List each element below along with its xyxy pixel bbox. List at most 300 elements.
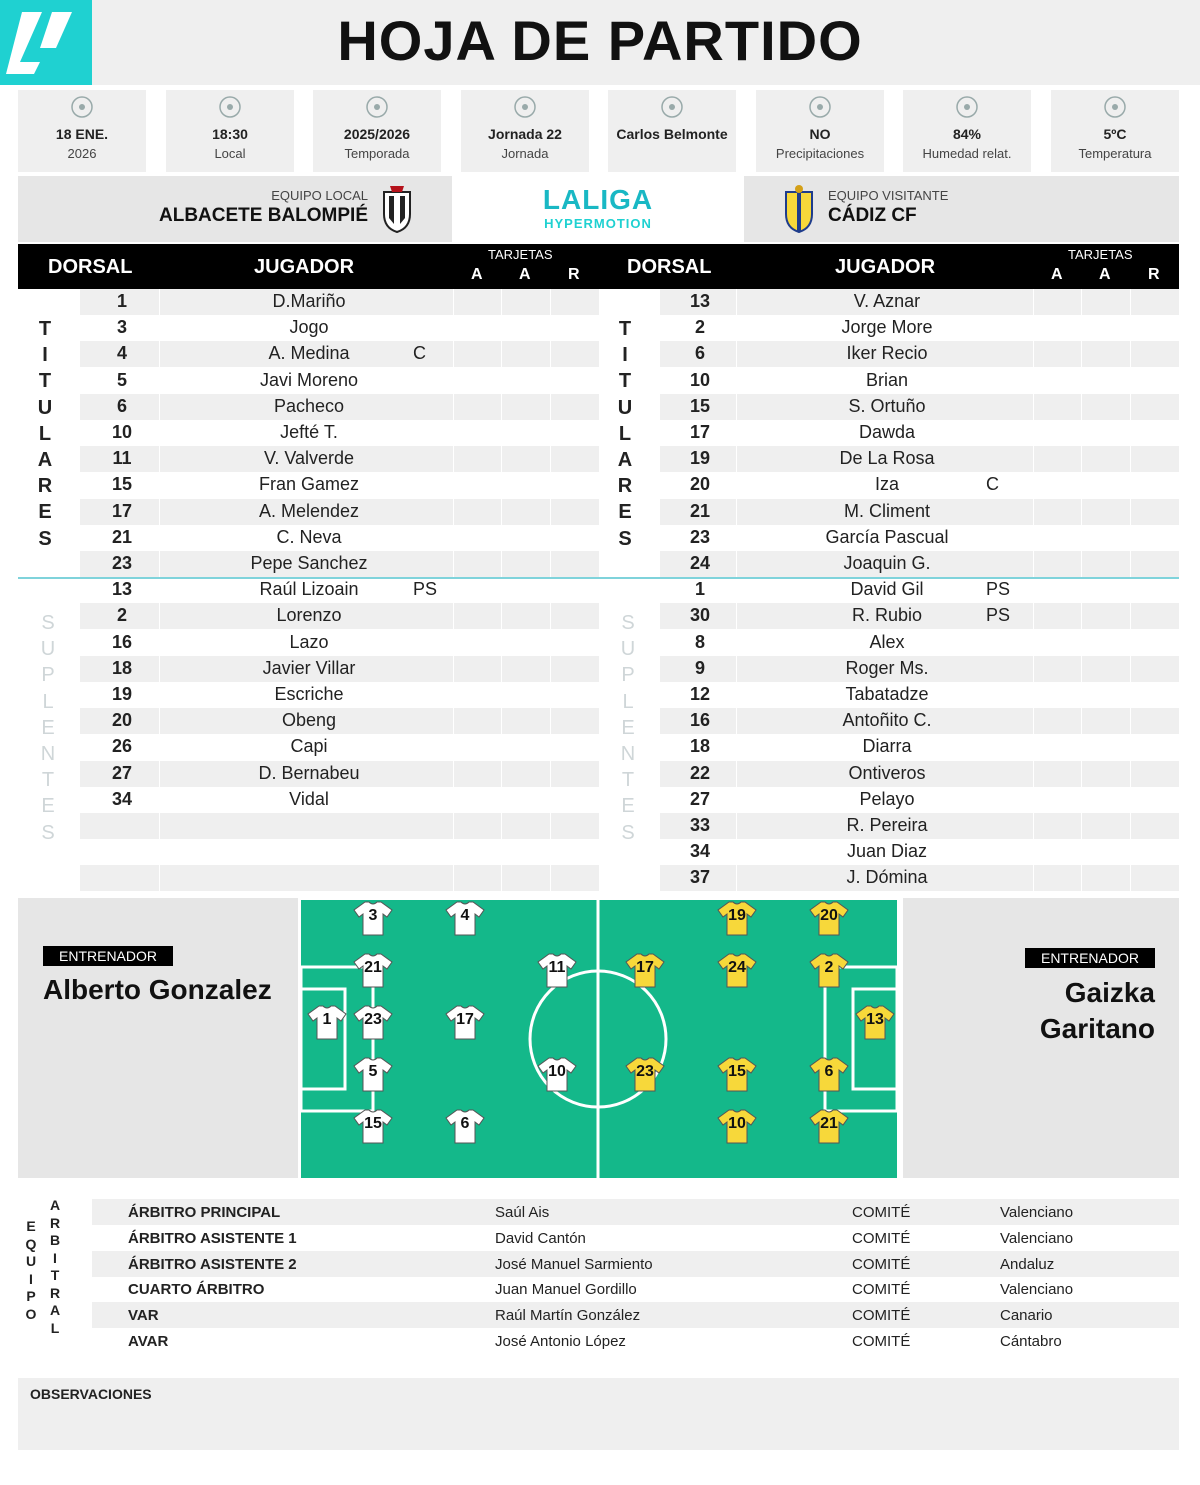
cell-divider [1081, 499, 1082, 525]
cell-divider [1081, 761, 1082, 787]
cell-divider [159, 368, 160, 394]
table-row [80, 551, 599, 577]
cell-divider [1033, 813, 1034, 839]
cell-divider [159, 813, 160, 839]
observations-label: OBSERVACIONES [30, 1386, 152, 1402]
player-name: S. Ortuño [848, 395, 926, 416]
suplentes-letter: N [620, 743, 636, 765]
table-row [660, 394, 1179, 420]
referee-committee-label: COMITÉ [852, 1333, 911, 1350]
cell-divider [159, 289, 160, 315]
player-number: 20 [689, 474, 711, 495]
home-team-header [18, 176, 452, 242]
player-number: 6 [116, 395, 127, 416]
cell-divider [453, 499, 454, 525]
player-name: Ontiveros [848, 762, 926, 783]
cell-divider [1130, 787, 1131, 813]
titulares-letter: R [37, 475, 53, 498]
titulares-letter: T [38, 318, 52, 340]
cell-divider [453, 525, 454, 551]
info-card [313, 90, 441, 172]
laliga-hypermotion-logo [452, 176, 744, 242]
cell-divider [1130, 525, 1131, 551]
cell-divider [1081, 368, 1082, 394]
cell-divider [453, 420, 454, 446]
equipo-letter: Q [25, 1235, 37, 1252]
cell-divider [501, 315, 502, 341]
cell-divider [1033, 734, 1034, 760]
suplentes-letter: P [41, 664, 55, 687]
player-name: A. Melendez [258, 500, 360, 521]
referee-role: ÁRBITRO ASISTENTE 2 [128, 1255, 297, 1273]
player-name: Lazo [289, 631, 329, 652]
info-value: Jornada 22 [488, 126, 562, 142]
referee-committee: Valenciano [1000, 1281, 1074, 1299]
cell-divider [501, 551, 502, 577]
player-name: Fran Gamez [258, 474, 360, 495]
cell-divider [550, 577, 551, 603]
table-row [80, 525, 599, 551]
cell-divider [159, 551, 160, 577]
cell-divider [736, 315, 737, 341]
cell-divider [550, 761, 551, 787]
player-number: 1 [116, 291, 127, 311]
tarjetas-header: TARJETAS [488, 247, 553, 262]
table-row [660, 368, 1179, 394]
shirt-number: 23 [636, 1063, 654, 1080]
player-name: Juan Diaz [846, 841, 928, 862]
cell-divider [736, 341, 737, 367]
info-caption: Humedad relat. [922, 146, 1012, 161]
cell-divider [1130, 761, 1131, 787]
coach-badge: ENTRENADOR [43, 946, 173, 966]
player-name: J. Dómina [846, 867, 928, 888]
info-card [461, 90, 589, 172]
referee-role: AVAR [128, 1333, 169, 1350]
referee-row [92, 1328, 1179, 1354]
cell-divider [1081, 551, 1082, 577]
table-row [80, 341, 599, 367]
cell-divider [1130, 630, 1131, 656]
info-card [903, 90, 1031, 172]
info-card [756, 90, 884, 172]
player-name: C. Neva [276, 526, 342, 547]
cell-divider [1033, 682, 1034, 708]
cell-divider [1081, 839, 1082, 865]
player-number: 21 [111, 526, 133, 547]
cell-divider [1081, 603, 1082, 629]
player-number: 27 [689, 788, 711, 809]
table-row [660, 761, 1179, 787]
info-value: 18:30 [212, 126, 248, 142]
suplentes-letter: U [40, 638, 56, 661]
cell-divider [550, 734, 551, 760]
suplentes-letter: T [621, 769, 635, 792]
cell-divider [1033, 472, 1034, 498]
cell-divider [1130, 603, 1131, 629]
table-row [660, 341, 1179, 367]
player-name: García Pascual [825, 526, 949, 547]
cell-divider [550, 472, 551, 498]
table-row [80, 656, 599, 682]
shirt-number: 17 [456, 1011, 474, 1028]
arbitral-letter: L [50, 1319, 60, 1336]
cell-divider [550, 865, 551, 891]
shirt-number: 10 [548, 1063, 566, 1080]
table-row [80, 499, 599, 525]
cell-divider [159, 839, 160, 865]
cell-divider [453, 472, 454, 498]
info-caption: Temperatura [1078, 146, 1152, 161]
player-number: 22 [689, 762, 711, 783]
player-number: 3 [116, 317, 127, 338]
table-row [80, 446, 599, 472]
cell-divider [501, 656, 502, 682]
away-player-shirt [717, 952, 757, 988]
cell-divider [1081, 289, 1082, 315]
table-row [660, 630, 1179, 656]
cell-divider [159, 787, 160, 813]
away-team-header [744, 176, 1179, 242]
referee-committee: Cántabro [1000, 1333, 1062, 1350]
cell-divider [1130, 708, 1131, 734]
player-marker: C [986, 474, 999, 495]
arbitral-letter: R [49, 1284, 61, 1301]
page-title: HOJA DE PARTIDO [337, 9, 863, 72]
player-number: 4 [116, 343, 127, 364]
cloud-rain-icon [756, 90, 884, 126]
suplentes-letter: P [621, 664, 635, 687]
home-player-shirt [353, 900, 393, 936]
cell-divider [1033, 787, 1034, 813]
away-player-shirt [809, 900, 849, 936]
cell-divider [1081, 315, 1082, 341]
home-team-name: ALBACETE BALOMPIÉ [159, 205, 368, 226]
equipo-letter: U [25, 1253, 37, 1269]
card-a2-header: A [1099, 266, 1111, 283]
cell-divider [550, 603, 551, 629]
cell-divider [1033, 865, 1034, 891]
away-player-shirt [809, 1056, 849, 1092]
cell-divider [736, 813, 737, 839]
cell-divider [453, 787, 454, 813]
cell-divider [736, 630, 737, 656]
titulares-letter: U [37, 396, 53, 419]
shirt-number: 21 [820, 1115, 838, 1132]
table-row [660, 315, 1179, 341]
table-row [80, 734, 599, 760]
cell-divider [1130, 289, 1131, 315]
arbitral-letter: A [49, 1302, 61, 1318]
cell-divider [550, 341, 551, 367]
cell-divider [1033, 368, 1034, 394]
titulares-letter: E [38, 501, 52, 524]
shirt-number: 21 [364, 959, 382, 976]
player-number: 10 [689, 369, 711, 390]
cell-divider [1130, 682, 1131, 708]
cell-divider [1033, 551, 1034, 577]
cell-divider [1081, 630, 1082, 656]
referee-committee-label: COMITÉ [852, 1204, 911, 1221]
table-row [660, 708, 1179, 734]
cell-divider [736, 551, 737, 577]
player-number: 20 [111, 710, 133, 731]
cell-divider [1081, 708, 1082, 734]
referee-committee-label: COMITÉ [852, 1307, 911, 1325]
shirt-number: 17 [636, 959, 654, 976]
player-name: V. Valverde [263, 448, 355, 469]
cell-divider [550, 315, 551, 341]
starters-subs-divider [18, 577, 1179, 579]
player-number: 19 [689, 448, 711, 469]
cell-divider [550, 368, 551, 394]
cell-divider [1130, 472, 1131, 498]
cell-divider [550, 446, 551, 472]
table-row [660, 734, 1179, 760]
cell-divider [501, 499, 502, 525]
field-icon [608, 90, 736, 126]
player-name: A. Medina [268, 343, 350, 364]
referee-committee: Valenciano [1000, 1204, 1074, 1221]
cell-divider [1081, 577, 1082, 603]
player-name: Dawda [858, 422, 916, 442]
titulares-letter: U [617, 396, 633, 419]
cell-divider [159, 734, 160, 760]
arbitral-letter: A [49, 1197, 61, 1213]
cell-divider [159, 420, 160, 446]
player-number: 34 [111, 788, 133, 809]
home-coach-name: Alberto Gonzalez [43, 974, 272, 1005]
jugador-header: JUGADOR [254, 256, 355, 278]
home-coach-panel [18, 898, 298, 1178]
suplentes-letter: S [621, 612, 635, 634]
cell-divider [501, 525, 502, 551]
player-number: 18 [689, 736, 711, 757]
player-number: 6 [694, 343, 705, 364]
cell-divider [453, 446, 454, 472]
away-coach-panel [903, 898, 1179, 1178]
player-number: 17 [111, 500, 133, 521]
tarjetas-header: TARJETAS [1068, 247, 1133, 262]
cell-divider [550, 787, 551, 813]
referee-row [92, 1302, 1179, 1328]
player-number: 12 [689, 684, 711, 704]
suplentes-letter: S [41, 612, 55, 634]
player-name: Raúl Lizoain [259, 579, 359, 600]
table-row [80, 289, 599, 315]
arbitral-letter: R [49, 1214, 61, 1231]
cell-divider [453, 603, 454, 629]
cell-divider [1033, 394, 1034, 420]
card-r-header: R [568, 266, 580, 283]
player-name: De La Rosa [839, 448, 935, 469]
cell-divider [1033, 446, 1034, 472]
away-player-shirt [717, 1056, 757, 1092]
shirt-number: 5 [368, 1063, 378, 1080]
referee-role: CUARTO ÁRBITRO [128, 1281, 265, 1299]
cell-divider [736, 577, 737, 603]
cell-divider [550, 839, 551, 865]
cell-divider [1130, 734, 1131, 760]
cell-divider [501, 761, 502, 787]
cell-divider [1033, 499, 1034, 525]
titulares-letter: I [42, 344, 48, 367]
cell-divider [159, 394, 160, 420]
player-name: D.Mariño [272, 291, 346, 311]
home-player-shirt [353, 952, 393, 988]
cell-divider [736, 708, 737, 734]
cell-divider [501, 446, 502, 472]
shirt-number: 20 [820, 907, 838, 924]
titulares-letter: L [618, 422, 632, 445]
cell-divider [736, 472, 737, 498]
cell-divider [501, 787, 502, 813]
away-team-label: EQUIPO VISITANTE [828, 188, 949, 203]
player-marker: PS [413, 579, 438, 600]
cell-divider [550, 656, 551, 682]
away-player-shirt [717, 1108, 757, 1144]
table-row [80, 761, 599, 787]
cell-divider [1130, 315, 1131, 341]
cell-divider [550, 708, 551, 734]
info-caption: Jornada [501, 146, 549, 161]
cell-divider [453, 289, 454, 315]
cell-divider [1033, 603, 1034, 629]
cell-divider [1081, 472, 1082, 498]
cell-divider [159, 446, 160, 472]
titulares-letter: A [37, 449, 53, 471]
cell-divider [1130, 341, 1131, 367]
table-row [660, 446, 1179, 472]
referee-name: Saúl Ais [495, 1204, 550, 1221]
cell-divider [1033, 761, 1034, 787]
cell-divider [736, 865, 737, 891]
player-number: 23 [689, 526, 711, 547]
player-number: 13 [689, 291, 711, 311]
cell-divider [453, 865, 454, 891]
player-marker: C [413, 343, 426, 364]
info-caption: Temporada [344, 146, 410, 161]
player-name: Jefté T. [280, 422, 338, 442]
cadiz-crest-icon [782, 184, 816, 234]
cell-divider [550, 551, 551, 577]
player-name: Roger Ms. [845, 657, 929, 678]
suplentes-letter: S [41, 821, 55, 844]
cell-divider [736, 603, 737, 629]
cell-divider [159, 761, 160, 787]
cell-divider [1033, 656, 1034, 682]
cell-divider [1033, 630, 1034, 656]
home-player-shirt [537, 1056, 577, 1092]
shirt-number: 2 [824, 959, 834, 976]
player-number: 5 [116, 369, 127, 390]
cell-divider [550, 682, 551, 708]
player-marker: PS [986, 579, 1011, 600]
player-name: Vidal [289, 788, 329, 809]
cell-divider [501, 682, 502, 708]
player-name: Iza [874, 474, 899, 495]
cell-divider [736, 839, 737, 865]
info-caption: Precipitaciones [775, 146, 865, 161]
cell-divider [550, 499, 551, 525]
away-player-shirt [855, 1004, 895, 1040]
player-name: R. Rubio [851, 605, 923, 626]
table-row [80, 813, 599, 839]
thermometer-icon [1051, 90, 1179, 126]
table-row [660, 656, 1179, 682]
referee-row [92, 1225, 1179, 1251]
referee-committee-label: COMITÉ [852, 1255, 911, 1273]
equipo-letter: O [25, 1305, 37, 1322]
referee-committee-label: COMITÉ [852, 1229, 911, 1247]
shirt-number: 1 [322, 1011, 332, 1028]
cell-divider [736, 420, 737, 446]
player-number: 16 [111, 631, 133, 652]
shirt-number: 6 [824, 1063, 834, 1080]
table-row [660, 472, 1179, 498]
home-player-shirt [445, 1108, 485, 1144]
referee-name: Juan Manuel Gordillo [495, 1281, 637, 1299]
suplentes-letter: E [41, 795, 55, 818]
table-row [660, 787, 1179, 813]
cell-divider [1033, 289, 1034, 315]
player-name: Lorenzo [276, 605, 342, 626]
info-caption: 2026 [67, 146, 97, 161]
cell-divider [1081, 525, 1082, 551]
cell-divider [1081, 420, 1082, 446]
table-row [80, 315, 599, 341]
player-name: Pacheco [273, 395, 345, 416]
cell-divider [453, 734, 454, 760]
titulares-letter: T [618, 370, 632, 393]
cell-divider [736, 394, 737, 420]
cell-divider [1081, 394, 1082, 420]
player-number: 30 [689, 605, 711, 626]
table-row [660, 682, 1179, 708]
cell-divider [159, 315, 160, 341]
cell-divider [550, 525, 551, 551]
arbitral-letter: T [50, 1267, 60, 1283]
referee-role: ÁRBITRO ASISTENTE 1 [128, 1229, 297, 1247]
table-row [660, 420, 1179, 446]
away-player-shirt [625, 1056, 665, 1092]
cell-divider [453, 551, 454, 577]
table-row [660, 499, 1179, 525]
cell-divider [1130, 446, 1131, 472]
player-name: Brian [865, 369, 909, 390]
referee-role: ÁRBITRO PRINCIPAL [128, 1204, 281, 1221]
player-name: Escriche [274, 684, 344, 704]
humidity-icon [903, 90, 1031, 126]
table-row [660, 603, 1179, 629]
table-row [660, 577, 1179, 603]
cell-divider [159, 499, 160, 525]
titulares-letter: L [38, 422, 52, 445]
cell-divider [1081, 813, 1082, 839]
cell-divider [453, 813, 454, 839]
cell-divider [453, 394, 454, 420]
player-name: Joaquin G. [843, 553, 931, 573]
dorsal-header: DORSAL [48, 256, 133, 278]
card-a1-header: A [471, 266, 483, 283]
info-card [608, 90, 736, 172]
table-row [80, 472, 599, 498]
info-value: 84% [952, 126, 982, 142]
cell-divider [1033, 708, 1034, 734]
player-name: Javi Moreno [259, 369, 359, 390]
player-number: 16 [689, 710, 711, 731]
cell-divider [550, 630, 551, 656]
